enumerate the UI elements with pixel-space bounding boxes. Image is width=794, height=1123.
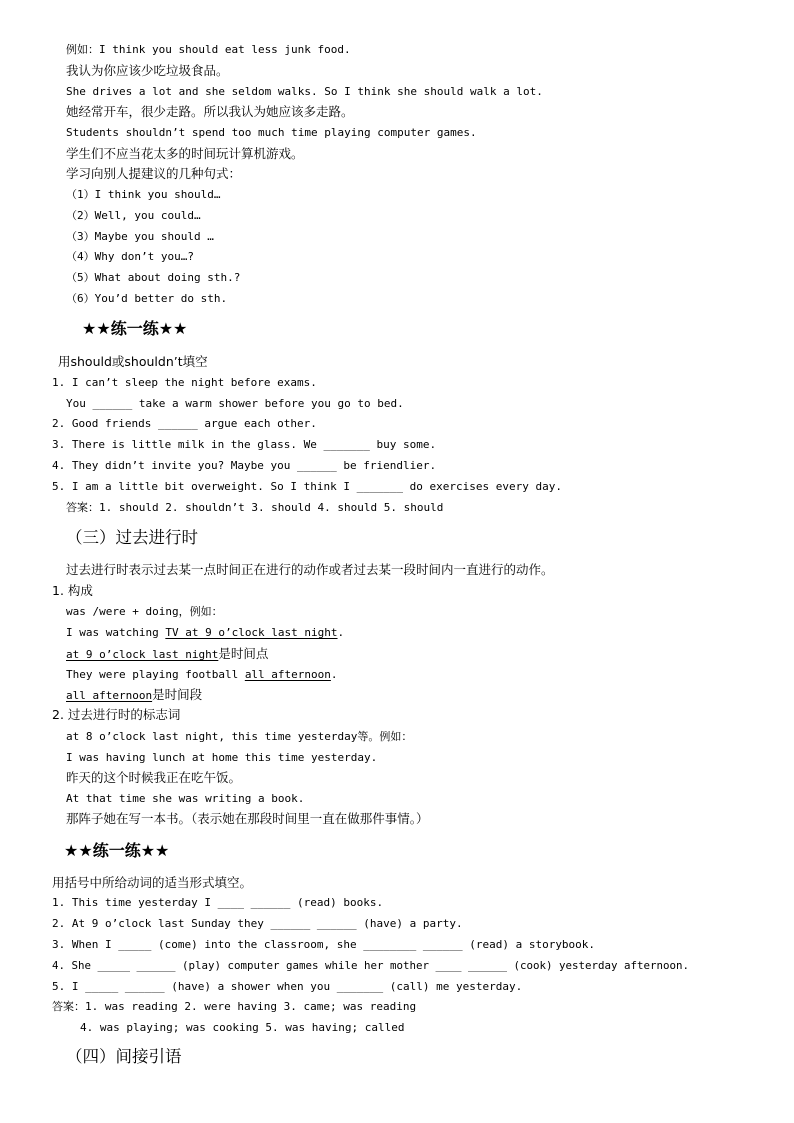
underlined-time-phrase: all afternoon [244,668,331,681]
suggestion-pattern-6: （6）You’d better do sth. [66,292,228,305]
practice2-question-1: 1. This time yesterday I ____ ______ (read) books. [52,896,384,909]
underlined-time-phrase: TV at 9 o’clock last night [165,626,338,639]
marker-example-1: I was having lunch at home this time yesterday. [66,751,378,764]
example-sentence-3: Students shouldn’t spend too much time playing computer games. [66,126,477,139]
practice1-question-1: 1. I can’t sleep the night before exams. [52,376,317,389]
suggestion-pattern-5: （5）What about doing sth.? [66,271,241,284]
practice2-answer-line-2: 4. was playing; was cooking 5. was having; called [80,1021,405,1034]
suggestion-pattern-2: （2）Well, you could… [66,209,201,222]
suggestion-patterns-title: 学习向别人提建议的几种句式： [66,166,242,181]
structure-example-2: They were playing football all afternoon. [66,668,338,681]
practice1-answer: 答案：1. should 2. shouldn’t 3. should 4. should 5. should [66,501,444,514]
practice1-instruction: 用should或shouldn’t填空 [58,354,208,369]
structure-formula: was /were + doing，例如： [66,605,223,618]
section-heading-indirect-speech: （四）间接引语 [66,1047,182,1066]
example-translation-2: 她经常开车，很少走路。所以我认为她应该多走路。 [66,104,354,119]
practice2-instruction: 用括号中所给动词的适当形式填空。 [52,875,253,890]
practice2-answer-line-1: 答案：1. was reading 2. were having 3. came; was reading [52,1000,417,1013]
example-translation-3: 学生们不应当花太多的时间玩计算机游戏。 [66,146,304,161]
example-sentence-2: She drives a lot and she seldom walks. So I think she should walk a lot. [66,85,543,98]
suggestion-pattern-3: （3）Maybe you should … [66,230,214,243]
suggestion-pattern-1: （1）I think you should… [66,188,221,201]
practice2-question-5: 5. I _____ ______ (have) a shower when you _______ (call) me yesterday. [52,980,523,993]
structure-title: 1. 构成 [52,583,93,598]
practice-heading-2: ★★练一练★★ [64,841,170,860]
structure-note-1: at 9 o’clock last night是时间点 [66,646,269,661]
practice1-question-4: 4. They didn’t invite you? Maybe you ______ be friendlier. [52,459,437,472]
practice-heading-1: ★★练一练★★ [82,319,188,338]
practice2-question-4: 4. She _____ ______ (play) computer games while her mother ____ ______ (cook) yesterday afternoon. [52,959,690,972]
structure-note-2: all afternoon是时间段 [66,687,203,702]
marker-words-title: 2. 过去进行时的标志词 [52,707,181,722]
example-translation-1: 我认为你应该少吃垃圾食品。 [66,63,229,78]
example-sentence-1: 例如：I think you should eat less junk food. [66,43,351,56]
suggestion-pattern-4: （4）Why don’t you…? [66,250,194,263]
practice1-question-2: 2. Good friends ______ argue each other. [52,417,317,430]
marker-example-2: At that time she was writing a book. [66,792,305,805]
practice1-question-3: 3. There is little milk in the glass. We _______ buy some. [52,438,437,451]
structure-example-1: I was watching TV at 9 o’clock last night. [66,626,345,639]
section-heading-past-continuous: （三）过去进行时 [66,528,198,547]
marker-words: at 8 o’clock last night, this time yesterday等。例如： [66,730,413,743]
marker-example-1-translation: 昨天的这个时候我正在吃午饭。 [66,770,242,785]
practice2-question-2: 2. At 9 o’clock last Sunday they ______ ______ (have) a party. [52,917,463,930]
practice2-question-3: 3. When I _____ (come) into the classroom, she ________ ______ (read) a storybook. [52,938,596,951]
practice1-question-1-line-2: You ______ take a warm shower before you go to bed. [66,397,404,410]
practice1-question-5: 5. I am a little bit overweight. So I think I _______ do exercises every day. [52,480,562,493]
marker-example-2-translation: 那阵子她在写一本书。（表示她在那段时间里一直在做那件事情。） [66,811,429,826]
past-continuous-definition: 过去进行时表示过去某一点时间正在进行的动作或者过去某一段时间内一直进行的动作。 [66,562,554,577]
